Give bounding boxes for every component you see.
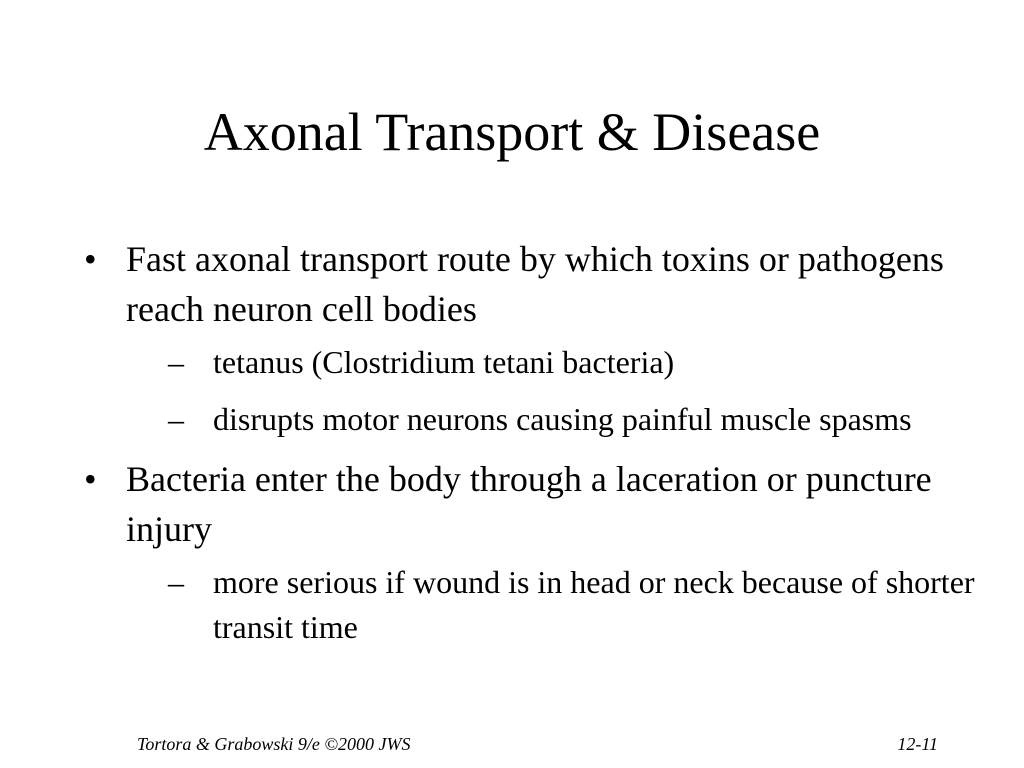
sub-list [126,340,994,442]
sub-bullet-item [168,397,994,442]
bullet-marker: • [84,239,97,279]
slide-title: Axonal Transport & Disease [203,102,821,162]
sub-bullet-item [168,560,994,650]
dash-marker: – [168,344,184,380]
sub-list [126,560,994,650]
sub-bullet-text: disrupts motor neurons causing painful muscle spasms [213,401,912,437]
footer-credit: Tortora & Grabowski 9/e ©2000 JWS [137,734,411,754]
bullet-item [84,454,994,650]
bullet-marker: • [84,459,97,499]
sub-bullet-text: tetanus (Clostridium tetani bacteria) [213,344,675,380]
bullet-text: Fast axonal transport route by which toxins or pathogens reach neuron cell bodies [126,239,944,329]
dash-marker: – [168,564,184,600]
dash-marker: – [168,401,184,437]
slide-number: 12-11 [897,734,938,754]
sub-bullet-text: more serious if wound is in head or neck because of shorter transit time [213,564,975,645]
slide-body [84,234,994,650]
sub-bullet-item [168,340,994,385]
bullet-item [84,234,994,442]
bullet-text: Bacteria enter the body through a laceration or puncture injury [126,459,932,549]
